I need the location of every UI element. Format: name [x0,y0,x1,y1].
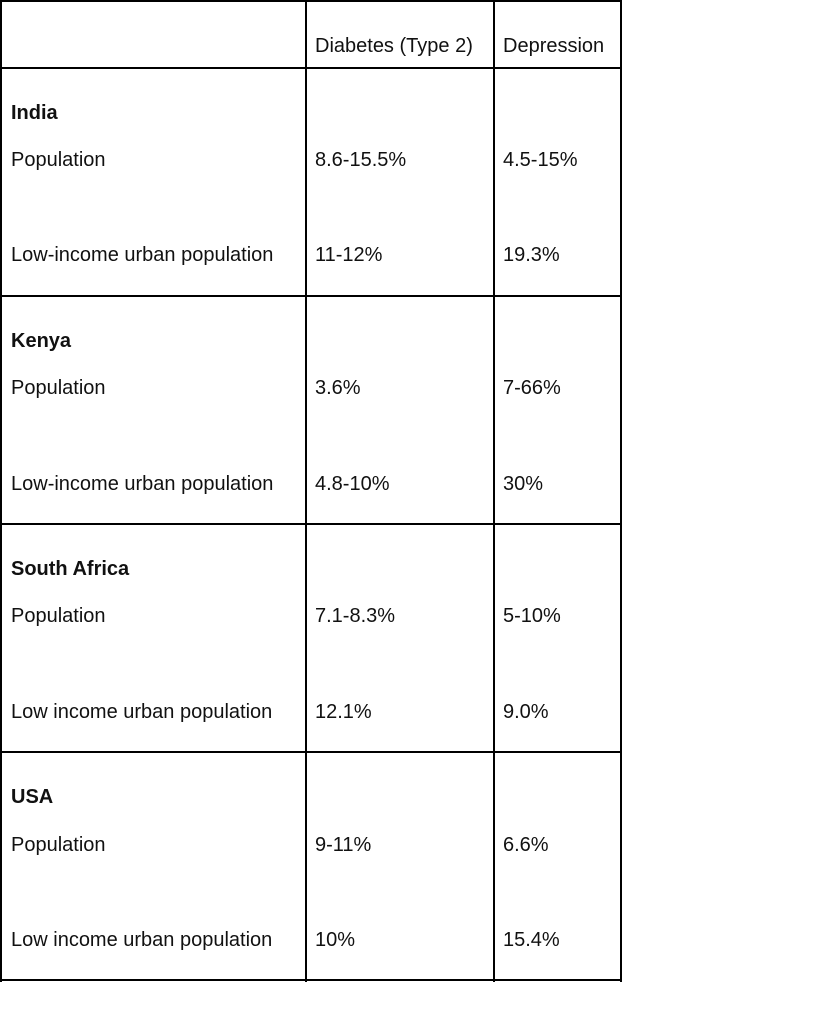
table-border-right [620,0,622,982]
diabetes-value: 9-11% [315,834,372,856]
row-label: Low income urban population [11,929,273,951]
diabetes-value: 7.1-8.3% [315,605,396,627]
depression-value: 4.5-15% [503,149,578,171]
row-label: Population [11,834,106,856]
diabetes-value: 10% [315,929,356,951]
depression-value: 15.4% [503,929,560,951]
depression-value: 7-66% [503,377,561,399]
header-depression: Depression [503,35,605,57]
country-india: India [11,102,58,124]
depression-value: 30% [503,473,544,495]
diabetes-value: 11-12% [315,244,383,266]
country-south-africa: South Africa [11,558,130,580]
row-label: Low-income urban population [11,244,274,266]
section-divider-2 [0,523,622,525]
depression-value: 9.0% [503,701,549,723]
column-divider-1 [305,0,307,982]
diabetes-value: 8.6-15.5% [315,149,407,171]
depression-value: 5-10% [503,605,561,627]
diabetes-value: 3.6% [315,377,361,399]
row-label: Low income urban population [11,701,273,723]
column-divider-2 [493,0,495,982]
diabetes-value: 12.1% [315,701,372,723]
depression-value: 6.6% [503,834,549,856]
section-divider-3 [0,751,622,753]
country-kenya: Kenya [11,330,72,352]
header-divider [0,67,622,69]
depression-value: 19.3% [503,244,560,266]
country-usa: USA [11,786,54,808]
table-border-left [0,0,2,982]
section-divider-1 [0,295,622,297]
row-label: Population [11,605,106,627]
row-label: Population [11,149,106,171]
row-label: Population [11,377,106,399]
table-border-bottom [0,979,622,981]
diabetes-value: 4.8-10% [315,473,390,495]
row-label: Low-income urban population [11,473,274,495]
header-diabetes: Diabetes (Type 2) [315,35,473,57]
table-border-top [0,0,622,2]
